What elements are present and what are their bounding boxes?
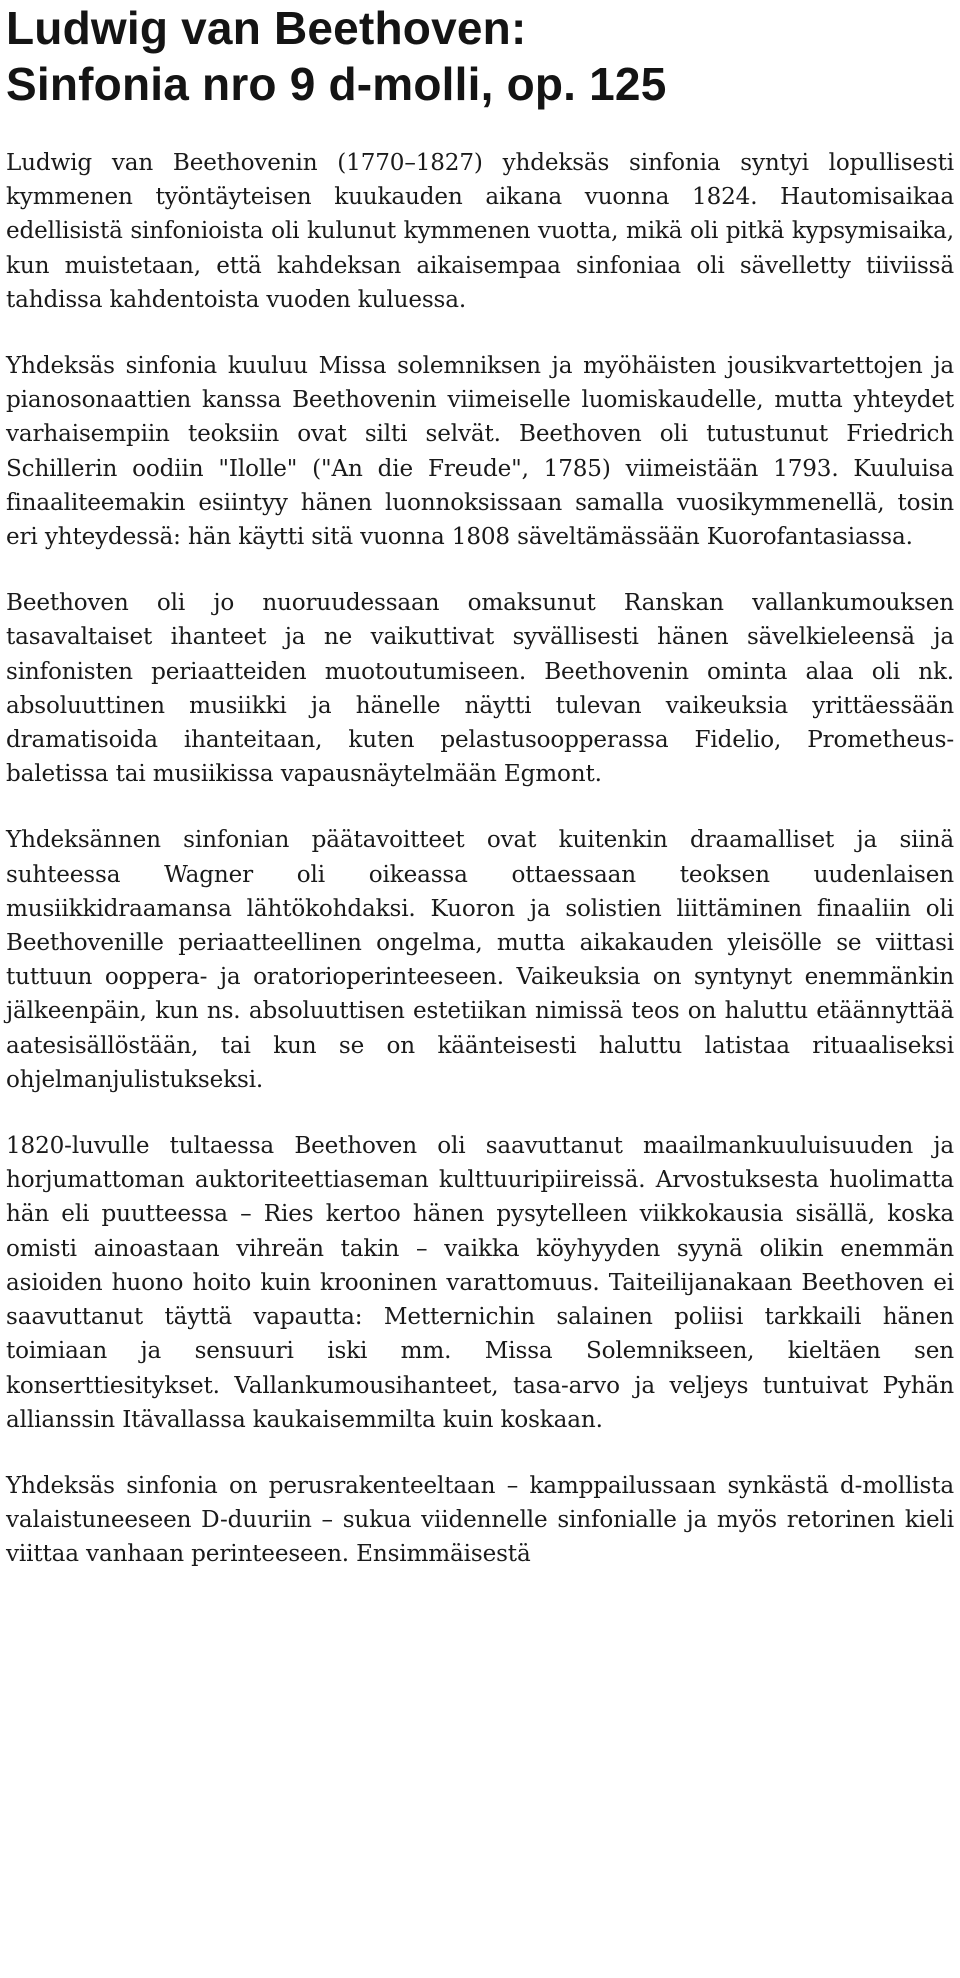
title-line-1: Ludwig van Beethoven: bbox=[6, 2, 527, 54]
document-page bbox=[6, 0, 954, 1572]
paragraph-6: Yhdeksäs sinfonia on perusrakenteeltaan – kamppailussaan synkästä d-mollista valaistuneeseen D-duuriin – sukua viidennelle sinfonialle ja myös retorinen kieli viittaa vanhaan perinteeseen. Ensimmäisestä bbox=[6, 1472, 954, 1568]
paragraph-3: Beethoven oli jo nuoruudessaan omaksunut Ranskan vallankumouksen tasavaltaiset ihanteet ja ne vaikuttivat syvällisesti hänen sävelkieleensä ja sinfonisten periaatteiden muotoutumiseen. Beethovenin ominta alaa oli nk. absoluuttinen musiikki ja hänelle näytti tulevan vaikeuksia yrittäessään dramatisoida ihanteitaan, kuten pelastusoopperassa Fidelio, Prometheus-baletissa tai musiikissa vapausnäytelmään Egmont. bbox=[6, 590, 954, 788]
paragraph-5: 1820-luvulle tultaessa Beethoven oli saavuttanut maailmankuuluisuuden ja horjumattoman auktoriteettiaseman kulttuuripiireissä. Arvostuksesta huolimatta hän eli puutteessa – Ries kertoo hänen pysytelleen viikkokausia sisällä, koska omisti ainoastaan vihreän takin – vaikka köyhyyden syynä olikin enemmän asioiden huono hoito kuin krooninen varattomuus. Taiteilijanakaan Beethoven ei saavuttanut täyttä vapautta: Metternichin salainen poliisi tarkkaili hänen toimiaan ja sensuuri iski mm. Missa Solemnikseen, kieltäen sen konserttiesitykset. Vallankumousihanteet, tasa-arvo ja veljeys tuntuivat Pyhän allianssin Itävallassa kaukaisemmilta kuin koskaan. bbox=[6, 1133, 954, 1433]
paragraph-4: Yhdeksännen sinfonian päätavoitteet ovat kuitenkin draamalliset ja siinä suhteessa Wagner oli oikeassa ottaessaan teoksen uudenlaisen musiikkidraamansa lähtökohdaksi. Kuoron ja solistien liittäminen finaaliin oli Beethovenille periaatteellinen ongelma, mutta aikakauden yleisölle se viittasi tuttuun ooppera- ja oratorioperinteeseen. Vaikeuksia on syntynyt enemmänkin jälkeenpäin, kun ns. absoluuttisen estetiikan nimissä teos on haluttu etäännyttää aatesisällöstään, tai kun se on käänteisesti haluttu latistaa rituaaliseksi ohjelmanjulistukseksi. bbox=[6, 827, 954, 1093]
paragraph-2: Yhdeksäs sinfonia kuuluu Missa solemniksen ja myöhäisten jousikvartettojen ja pianosonaattien kanssa Beethovenin viimeiselle luomiskaudelle, mutta yhteydet varhaisempiin teoksiin ovat silti selvät. Beethoven oli tutustunut Friedrich Schillerin oodiin "Ilolle" ("An die Freude", 1785) viimeistään 1793. Kuuluisa finaaliteemakin esiintyy hänen luonnoksissaan samalla vuosikymmenellä, tosin eri yhteydessä: hän käytti sitä vuonna 1808 säveltämässään Kuorofantasiassa. bbox=[6, 353, 954, 551]
title-line-2: Sinfonia nro 9 d-molli, op. 125 bbox=[6, 58, 667, 110]
document-title bbox=[6, 0, 954, 112]
paragraph-1: Ludwig van Beethovenin (1770–1827) yhdeksäs sinfonia syntyi lopullisesti kymmenen työntäyteisen kuukauden aikana vuonna 1824. Hautomisaikaa edellisistä sinfonioista oli kulunut kymmenen vuotta, mikä oli pitkä kypsymisaika, kun muistetaan, että kahdeksan aikaisempaa sinfoniaa oli sävelletty tiiviissä tahdissa kahdentoista vuoden kuluessa. bbox=[6, 150, 954, 313]
